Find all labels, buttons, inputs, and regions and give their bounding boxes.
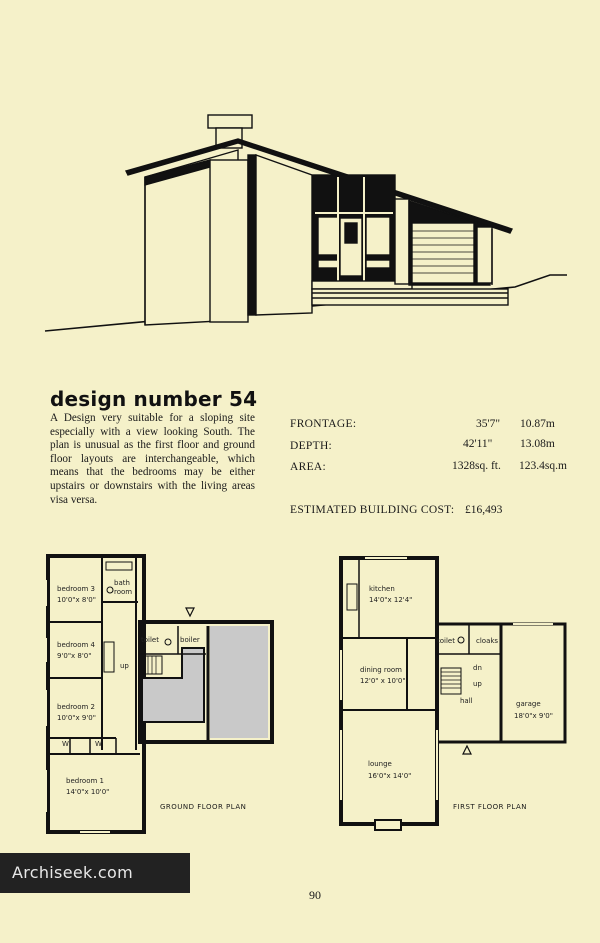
gf-bedroom4-size: 9'0"x 8'0" (57, 652, 92, 660)
gf-w2: W (95, 740, 102, 748)
ff-lounge-name: lounge (368, 760, 392, 768)
ground-floor-caption: GROUND FLOOR PLAN (160, 803, 247, 811)
ff-garage-size: 18'0"x 9'0" (514, 712, 553, 720)
gf-up: up (120, 662, 129, 670)
gf-bedroom2-size: 10'0"x 9'0" (57, 714, 96, 722)
gf-bedroom2-name: bedroom 2 (57, 703, 95, 711)
area-label: AREA: (290, 461, 326, 473)
depth-label: DEPTH: (290, 440, 333, 452)
ff-lounge-size: 16'0"x 14'0" (368, 772, 412, 780)
ff-cloaks: cloaks (476, 637, 499, 645)
first-floor-caption: FIRST FLOOR PLAN (453, 803, 527, 811)
frontage-imperial: 35'7" (476, 418, 501, 430)
area-metric: 123.4sq.m (519, 460, 567, 472)
page-number: 90 (309, 888, 321, 902)
gf-w1: W (62, 740, 69, 748)
gf-bedroom3-name: bedroom 3 (57, 585, 95, 593)
gf-bedroom1-name: bedroom 1 (66, 777, 104, 785)
ff-up: up (473, 680, 482, 688)
gf-bedroom1-size: 14'0"x 10'0" (66, 788, 110, 796)
frontage-metric: 10.87m (520, 418, 555, 430)
ff-dining-size: 12'0" x 10'0" (360, 677, 406, 685)
ff-dn: dn (473, 664, 482, 672)
ff-toilet: toilet (437, 637, 455, 645)
area-imperial: 1328sq. ft. (452, 460, 501, 472)
cost-label: ESTIMATED BUILDING COST: (290, 504, 455, 516)
depth-metric: 13.08m (520, 438, 555, 450)
gf-toilet: toilet (141, 636, 159, 644)
gf-bath-name2: room (114, 588, 133, 596)
gf-bedroom3-size: 10'0"x 8'0" (57, 596, 96, 604)
design-title: design number 54 (50, 387, 258, 411)
ff-dining-name: dining room (360, 666, 402, 674)
design-description: A Design very suitable for a sloping site especially with a view looking South. The plan is unusual as the first floor and ground floor layouts are interchangeable, which means that the bedrooms may be either upstairs or downstairs with the living areas visa versa. (50, 412, 255, 506)
gf-bath-name: bath (114, 579, 130, 587)
depth-imperial: 42'11" (463, 438, 493, 450)
ff-hall: hall (460, 697, 473, 705)
cost-value: £16,493 (465, 504, 503, 516)
watermark-text: Archiseek.com (12, 863, 134, 882)
ff-kitchen-size: 14'0"x 12'4" (369, 596, 413, 604)
ff-garage-name: garage (516, 700, 541, 708)
gf-boiler: boiler (180, 636, 200, 644)
gf-bedroom4-name: bedroom 4 (57, 641, 95, 649)
house-elevation-drawing (40, 105, 570, 337)
ff-kitchen-name: kitchen (369, 585, 395, 593)
frontage-label: FRONTAGE: (290, 418, 357, 430)
